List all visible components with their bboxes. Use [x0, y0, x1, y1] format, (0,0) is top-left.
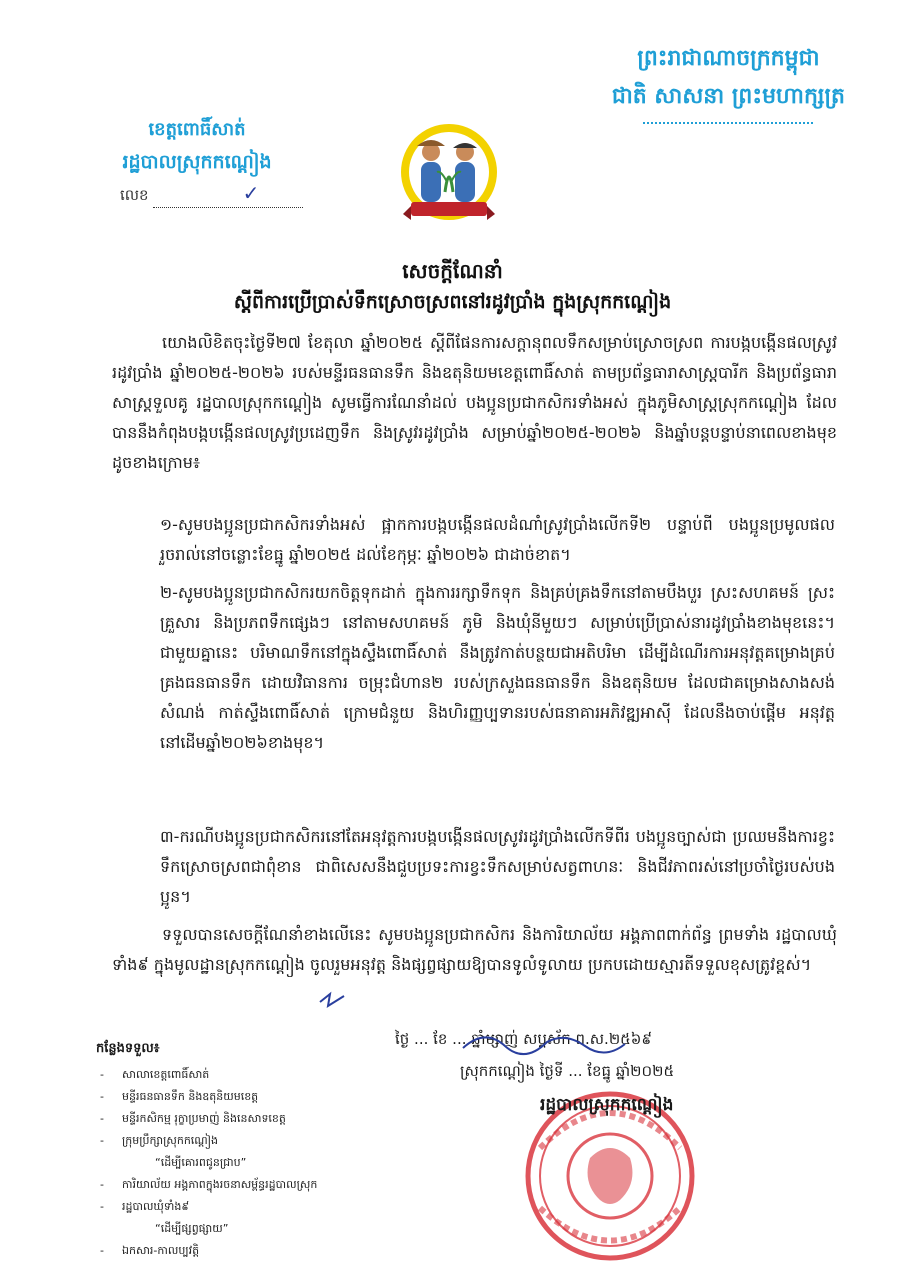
- district-admin-name: រដ្ឋបាលស្រុកកណ្ដៀង: [122, 151, 272, 173]
- number-mark: ✓: [242, 181, 260, 205]
- document-title: សេចក្តីណែនាំ: [402, 259, 503, 283]
- recipient-item: [100, 1196, 380, 1218]
- recipient-label: “ដើម្បីផ្សព្វផ្សាយ”: [155, 1222, 229, 1235]
- recipient-item: [100, 1152, 380, 1174]
- signing-office: រដ្ឋបាលស្រុកកណ្ដៀង: [540, 1095, 674, 1115]
- handwritten-date-ink-icon: [455, 1024, 715, 1058]
- kingdom-line1: ព្រះរាជាណាចក្រកម្ពុជា: [637, 46, 820, 71]
- recipient-item: [100, 1218, 380, 1240]
- lunar-date: ថ្ងៃ ... ខែ ... ឆ្នាំម្សាញ់ សប្តស័ក ព.ស.២៥៦៩: [395, 1030, 653, 1048]
- instruction-item-2: ២-សូមបងប្អូនប្រជាកសិករយកចិត្តទុកដាក់ ក្នុងការរក្សាទឹកទុក និងគ្រប់គ្រងទឹកនៅតាមបឹងបួរ ស្រះសហគមន៍ ស្រះគ្រួសារ និងប្រភពទឹកផ្សេងៗ នៅតាមសហគមន៍ ភូមិ និងឃុំនីមួយៗ សម្រាប់ប្រើប្រាស់នារដូវប្រាំងខាងមុខនេះ។ ជាមួយគ្នានេះ បរិមាណទឹកនៅក្នុងស្ទឹងពោធិ៍សាត់ នឹងត្រូវកាត់បន្ថយជាអតិបរិមា ដើម្បីដំណើរការអនុវត្តគម្រោងគ្រប់គ្រងធនធានទឹក ដោយវិធានការ ចម្រុះជំហាន២ របស់ក្រសួងធនធានទឹក និងឧតុនិយម ដែលជាគម្រោងសាងសង់សំណង់ កាត់ស្ទឹងពោធិ៍សាត់ ក្រោមជំនួយ និងហិរញ្ញប្បទានរបស់ធនាគារអភិវឌ្ឍអាស៊ី ដែលនឹងចាប់ផ្តើម អនុវត្តនៅដើមឆ្នាំ២០២៦ខាងមុខ។: [160, 583, 835, 752]
- number-label: លេខ: [120, 186, 149, 204]
- document-number: [120, 181, 274, 208]
- handwritten-check-icon: [318, 990, 348, 1010]
- province-name: ខេត្តពោធិ៍សាត់: [148, 119, 246, 140]
- recipient-item: [100, 1240, 380, 1262]
- instruction-item-3: ៣-ករណីបងប្អូនប្រជាកសិករនៅតែអនុវត្តការបង្កបង្កើនផលស្រូវរដូវប្រាំងលើកទីពីរ បងប្អូនច្បាស់ជា ប្រឈមនឹងការខ្វះទឹកស្រោចស្រពជាពុំខាន ជាពិសេសនឹងជួបប្រទះការខ្វះទឹកសម្រាប់សត្វពាហនៈ និងជីវភាពរស់នៅប្រចាំថ្ងៃរបស់បងប្អូន។: [160, 827, 835, 906]
- number-dots: [153, 207, 303, 208]
- instruction-item-1: ១-សូមបងប្អូនប្រជាកសិករទាំងអស់ ផ្អាកការបង្កបង្កើនផលដំណាំស្រូវប្រាំងលើកទី២ បន្ទាប់ពី បងប្អូនប្រមូលផលរួចរាល់នៅចន្លោះខែធ្នូ ឆ្នាំ២០២៥ ដល់ខែកុម្ភៈ ឆ្នាំ២០២៦ ជាដាច់ខាត។: [160, 515, 835, 564]
- recipient-item: [100, 1130, 380, 1152]
- recipient-dash: -: [100, 1090, 104, 1103]
- ornament-divider: [643, 122, 813, 128]
- recipient-dash: -: [100, 1112, 104, 1125]
- recipient-label: រដ្ឋបាលឃុំទាំង៩: [122, 1200, 190, 1213]
- recipient-dash: -: [100, 1244, 104, 1257]
- recipient-dash: -: [100, 1134, 104, 1147]
- recipient-label: មន្ទីរកសិកម្ម រុក្ខាប្រមាញ់ និងនេសាទខេត្ត: [122, 1112, 286, 1125]
- recipient-label: សាលាខេត្តពោធិ៍សាត់: [122, 1068, 210, 1081]
- recipient-label: “ដើម្បីគោរពជូនជ្រាប”: [155, 1156, 247, 1169]
- recipient-item: [100, 1108, 380, 1130]
- recipient-dash: -: [100, 1178, 104, 1191]
- recipient-label: មន្ទីរធនធានទឹក និងឧតុនិយមខេត្ត: [122, 1090, 259, 1103]
- district-logo-icon: [393, 122, 505, 234]
- intro-paragraph: យោងលិខិតចុះថ្ងៃទី២៧ ខែតុលា ឆ្នាំ២០២៥ ស្តីពីផែនការសក្តានុពលទឹកសម្រាប់ស្រោចស្រព ការបង្កបង្កើនផលស្រូវរដូវប្រាំង ឆ្នាំ២០២៥-២០២៦ របស់មន្ទីរធនធានទឹក និងឧតុនិយមខេត្តពោធិ៍សាត់ តាមប្រព័ន្ធធារាសាស្រ្តបារីក និងប្រព័ន្ធធារាសាស្រ្តទួលគូ រដ្ឋបាលស្រុកកណ្ដៀង សូមធ្វើការណែនាំដល់ បងប្អូនប្រជាកសិករទាំងអស់ ក្នុងភូមិសាស្ត្រស្រុកកណ្ដៀង ដែលបាននឹងកំពុងបង្កបង្កើនផលស្រូវប្រដេញទឹក និងស្រូវរដូវប្រាំង សម្រាប់ឆ្នាំ២០២៥-២០២៦ និងឆ្នាំបន្តបន្ទាប់នាពេលខាងមុខ ដូចខាងក្រោម៖: [112, 333, 837, 472]
- agency-block: [120, 115, 274, 208]
- recipient-item: [100, 1174, 380, 1196]
- recipient-item: [100, 1086, 380, 1108]
- recipient-dash: -: [100, 1068, 104, 1081]
- document-subject: ស្តីពីការប្រើប្រាស់ទឹកស្រោចស្រពនៅរដូវប្រាំង ក្នុងស្រុកកណ្ដៀង: [233, 291, 672, 313]
- recipient-label: ឯកសារ-កាលប្បវត្តិ: [122, 1244, 200, 1257]
- recipient-item: [100, 1064, 380, 1086]
- solar-date: ស្រុកកណ្ដៀង ថ្ងៃទី ... ខែធ្នូ ឆ្នាំ២០២៥: [460, 1062, 675, 1080]
- kingdom-line2: ជាតិ សាសនា ព្រះមហាក្សត្រ: [611, 84, 845, 109]
- kingdom-header: [612, 40, 845, 128]
- closing-paragraph: ទទួលបានសេចក្តីណែនាំខាងលើនេះ សូមបងប្អូនប្រជាកសិករ និងការិយាល័យ អង្គភាពពាក់ព័ន្ធ ព្រមទាំង រដ្ឋបាលឃុំទាំង៩ ក្នុងមូលដ្ឋានស្រុកកណ្ដៀង ចូលរួមអនុវត្ត និងផ្សព្វផ្សាយឱ្យបានទូលំទូលាយ ប្រកបដោយស្មារតីទទួលខុសត្រូវខ្ពស់។: [112, 925, 837, 974]
- recipient-label: ក្រុមប្រឹក្សាស្រុកកណ្ដៀង: [122, 1134, 218, 1147]
- recipient-dash: -: [100, 1200, 104, 1213]
- recipients-list: [100, 1064, 380, 1262]
- recipient-label: ការិយាល័យ អង្គភាពក្នុងរចនាសម្ព័ន្ធរដ្ឋបាលស្រុក: [122, 1178, 318, 1191]
- recipients-heading: កន្លែងទទួល៖: [96, 1041, 160, 1056]
